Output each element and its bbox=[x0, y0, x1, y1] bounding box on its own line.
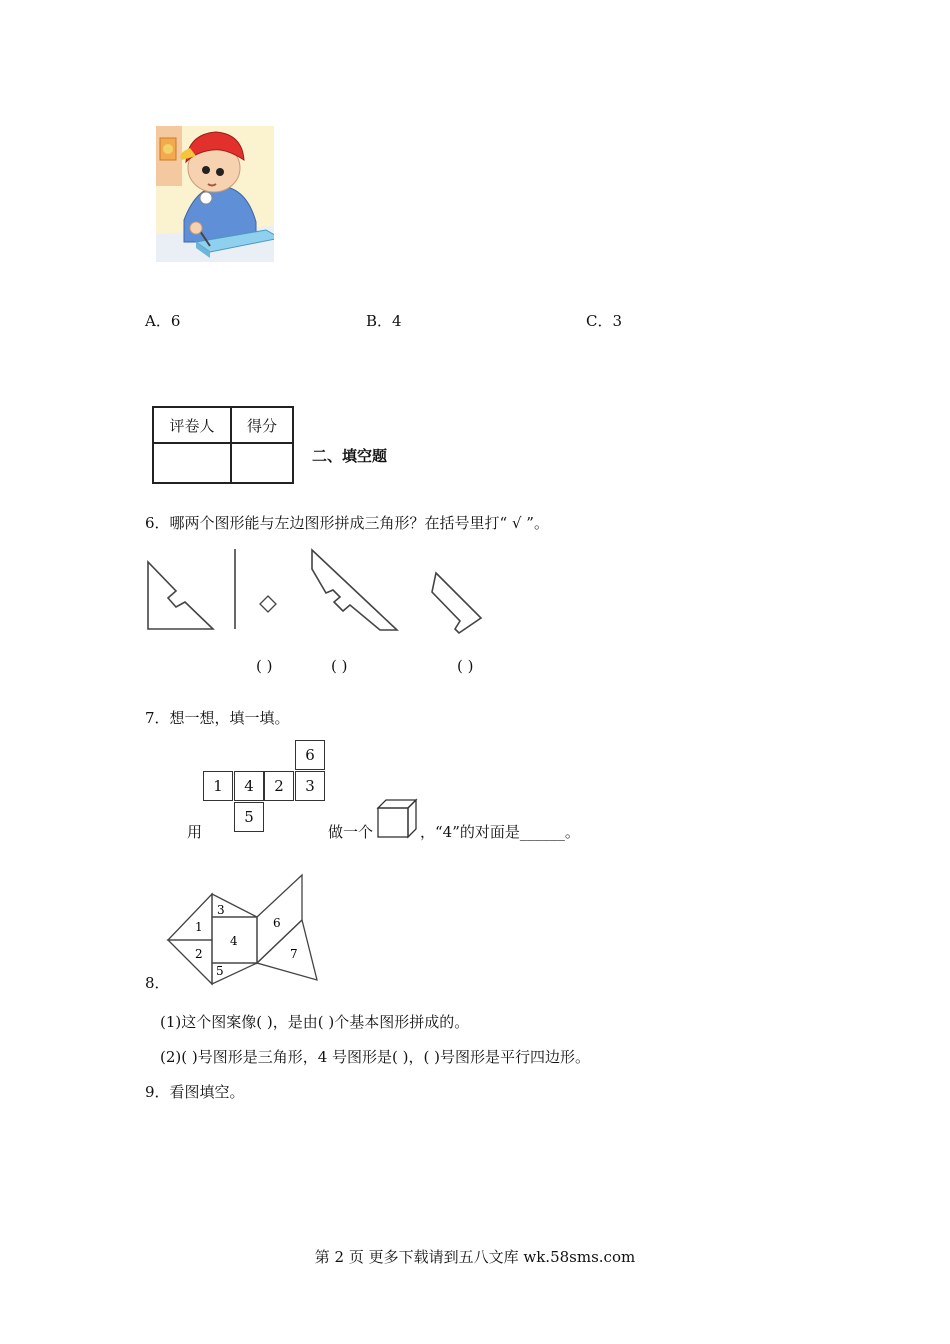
grader-header: 评卷人 bbox=[153, 407, 231, 443]
option-a[interactable]: A．6 bbox=[145, 312, 181, 330]
grader-cell[interactable] bbox=[153, 443, 231, 483]
q8-sub1[interactable]: (1)这个图案像( )，是由( )个基本图形拼成的。 bbox=[160, 1013, 470, 1031]
shape-label-2: 2 bbox=[195, 947, 203, 961]
shape-label-4: 4 bbox=[230, 934, 238, 948]
q6-shape-a bbox=[260, 596, 276, 612]
q6-shape-b bbox=[312, 550, 397, 630]
q8-sub2[interactable]: (2)( )号图形是三角形，4 号图形是( )，( )号图形是平行四边形。 bbox=[160, 1048, 590, 1066]
shape-label-6: 6 bbox=[273, 916, 281, 930]
page-footer[interactable]: 第 2 页 更多下载请到五八文库 wk.58sms.com bbox=[314, 1248, 636, 1266]
q7-use-label: 用 bbox=[187, 823, 203, 841]
boy-with-box-illustration bbox=[156, 126, 274, 262]
net-cell-1: 1 bbox=[203, 771, 233, 801]
section-title: 二、填空题 bbox=[312, 447, 388, 465]
q7-tail[interactable]: ，“4”的对面是______。 bbox=[420, 823, 580, 841]
shape-label-7: 7 bbox=[290, 947, 298, 961]
net-cell-2: 2 bbox=[264, 771, 294, 801]
q8-label: 8． bbox=[145, 974, 170, 992]
q6-shape-c bbox=[432, 573, 481, 633]
q9-text: 9．看图填空。 bbox=[145, 1083, 245, 1101]
option-c[interactable]: C．3 bbox=[586, 312, 623, 330]
shape-label-3: 3 bbox=[217, 903, 225, 917]
q6-left-shape bbox=[148, 562, 213, 629]
net-cell-5: 5 bbox=[234, 802, 264, 832]
net-cell-6: 6 bbox=[295, 740, 325, 770]
q6-shapes bbox=[140, 545, 510, 640]
q6-blank-1[interactable]: ( ) bbox=[256, 657, 273, 675]
q6-blank-3[interactable]: ( ) bbox=[457, 657, 474, 675]
net-cell-3: 3 bbox=[295, 771, 325, 801]
option-b[interactable]: B．4 bbox=[366, 312, 402, 330]
score-table bbox=[152, 406, 294, 484]
q6-text: 6．哪两个图形能与左边图形拼成三角形？在括号里打“ √ ”。 bbox=[145, 514, 549, 532]
q6-blank-2[interactable]: ( ) bbox=[331, 657, 348, 675]
q7-text: 7．想一想，填一填。 bbox=[145, 709, 290, 727]
fish-pattern bbox=[160, 872, 330, 992]
score-cell[interactable] bbox=[231, 443, 293, 483]
shape-label-5: 5 bbox=[216, 964, 224, 978]
q7-make-label: 做一个 bbox=[328, 823, 374, 841]
shape-label-1: 1 bbox=[195, 920, 203, 934]
cube-icon bbox=[376, 798, 418, 840]
net-cell-4: 4 bbox=[234, 771, 264, 801]
score-header: 得分 bbox=[231, 407, 293, 443]
